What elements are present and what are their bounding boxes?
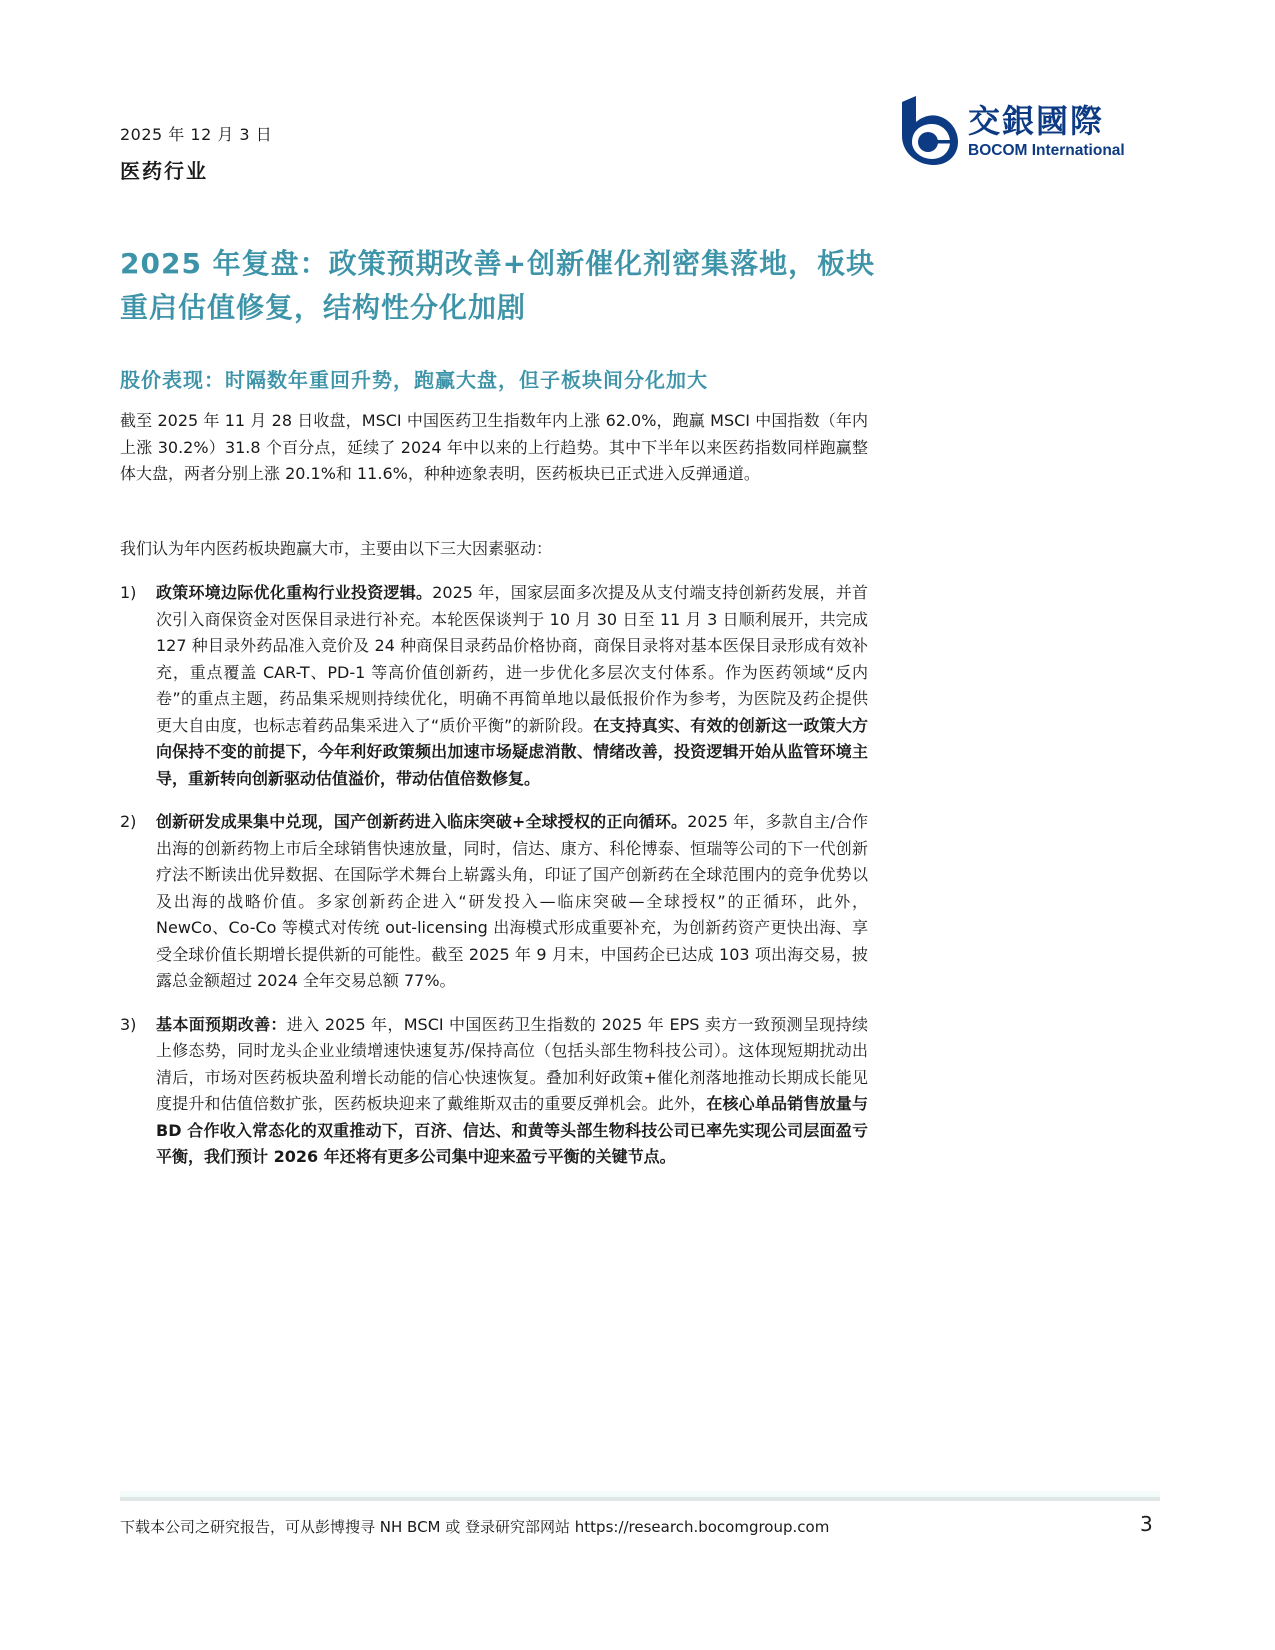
footer-divider [120, 1497, 1160, 1501]
lead-paragraph: 我们认为年内医药板块跑赢大市，主要由以下三大因素驱动： [120, 539, 553, 558]
list-number: 3) [120, 1014, 137, 1034]
sector-label: 医药行业 [120, 159, 208, 183]
list-number: 2) [120, 812, 137, 831]
item-text: 2025 年，多款自主/合作出海的创新药物上市后全球销售快速放量，同时，信达、康方、科伦博泰、恒瑞等公司的下一代创新疗法不断读出优异数据、在国际学术舞台上崭露头角，印证了国产创新药在全球范围内的竞争优势以及出海的战略价值。多家创新药企进入“研发投入—临床突破—全球授权”的正循环，此外，NewCo、Co-Co 等模式对传统 out-licensing 出海模式形成重要补充，为创新药资产更快出海、享受全球价值长期增长提供新的可能性。截至 2025 年 9 月末，中国药企已达成 103 项出海交易，披露总金额超过 2024 全年交易总额 77%。 [156, 812, 868, 990]
company-logo [888, 92, 1158, 167]
item-bold-lead: 基本面预期改善： [156, 1014, 287, 1034]
list-number: 1) [120, 583, 137, 602]
drivers-list [120, 580, 868, 1188]
list-item [120, 809, 868, 995]
item-bold-lead: 创新研发成果集中兑现，国产创新药进入临床突破+全球授权的正向循环。 [156, 812, 688, 831]
item-bold-tail: 在核心单品销售放量与 BD 合作收入常态化的双重推动下，百济、信达、和黄等头部生物科技公司已率先实现公司层面盈亏平衡，我们预计 2026 年还将有更多公司集中迎来盈亏平衡的关键节点。 [156, 1094, 868, 1166]
page-number: 3 [1140, 1512, 1153, 1536]
report-date: 2025 年 12 月 3 日 [120, 125, 273, 144]
report-title: 2025 年复盘：政策预期改善+创新催化剂密集落地，板块重启估值修复，结构性分化加剧 [120, 247, 876, 324]
logo-chinese-name: 交銀國際 [968, 102, 1105, 140]
section-heading: 股价表现：时隔数年重回升势，跑赢大盘，但子板块间分化加大 [120, 368, 708, 392]
intro-paragraph: 截至 2025 年 11 月 28 日收盘，MSCI 中国医药卫生指数年内上涨 62.0%，跑赢 MSCI 中国指数（年内上涨 30.2%）31.8 个百分点，延续了 2024 年中以来的上行趋势。其中下半年以来医药指数同样跑赢整体大盘，两者分别上涨 20.1%和 11.6%，种种迹象表明，医药板块已正式进入反弹通道。 [120, 411, 868, 483]
bocom-logo-icon [888, 92, 960, 167]
footer-disclaimer: 下载本公司之研究报告，可从彭博搜寻 NH BCM 或 登录研究部网站 https://research.bocomgroup.com [120, 1518, 830, 1536]
item-bold-tail: 在支持真实、有效的创新这一政策大方向保持不变的前提下，今年利好政策频出加速市场疑虑消散、情绪改善，投资逻辑开始从监管环境主导，重新转向创新驱动估值溢价，带动估值倍数修复。 [156, 715, 868, 788]
item-text: 进入 2025 年，MSCI 中国医药卫生指数的 2025 年 EPS 卖方一致预测呈现持续上修态势，同时龙头企业业绩增速快速复苏/保持高位（包括头部生物科技公司）。这体现短期扰动出清后，市场对医药板块盈利增长动能的信心快速恢复。叠加利好政策+催化剂落地推动长期成长能见度提升和估值倍数扩张，医药板块迎来了戴维斯双击的重要反弹机会。此外， [156, 1014, 868, 1113]
item-text: 2025 年，国家层面多次提及从支付端支持创新药发展，并首次引入商保资金对医保目录进行补充。本轮医保谈判于 10 月 30 日至 11 月 3 日顺利展开，共完成 127 种目录外药品准入竞价及 24 种商保目录药品价格协商，商保目录将对基本医保目录形成有效补充，重点覆盖 CAR-T、PD-1 等高价值创新药，进一步优化多层次支付体系。作为医药领域“反内卷”的重点主题，药品集采规则持续优化，明确不再简单地以最低报价作为参考，为医院及药企提供更大自由度，也标志着药品集采进入了“质价平衡”的新阶段。 [156, 583, 868, 735]
item-bold-lead: 政策环境边际优化重构行业投资逻辑。 [156, 583, 433, 602]
list-item [120, 580, 868, 792]
logo-english-name: BOCOM International [968, 142, 1125, 159]
list-item [120, 1012, 868, 1171]
